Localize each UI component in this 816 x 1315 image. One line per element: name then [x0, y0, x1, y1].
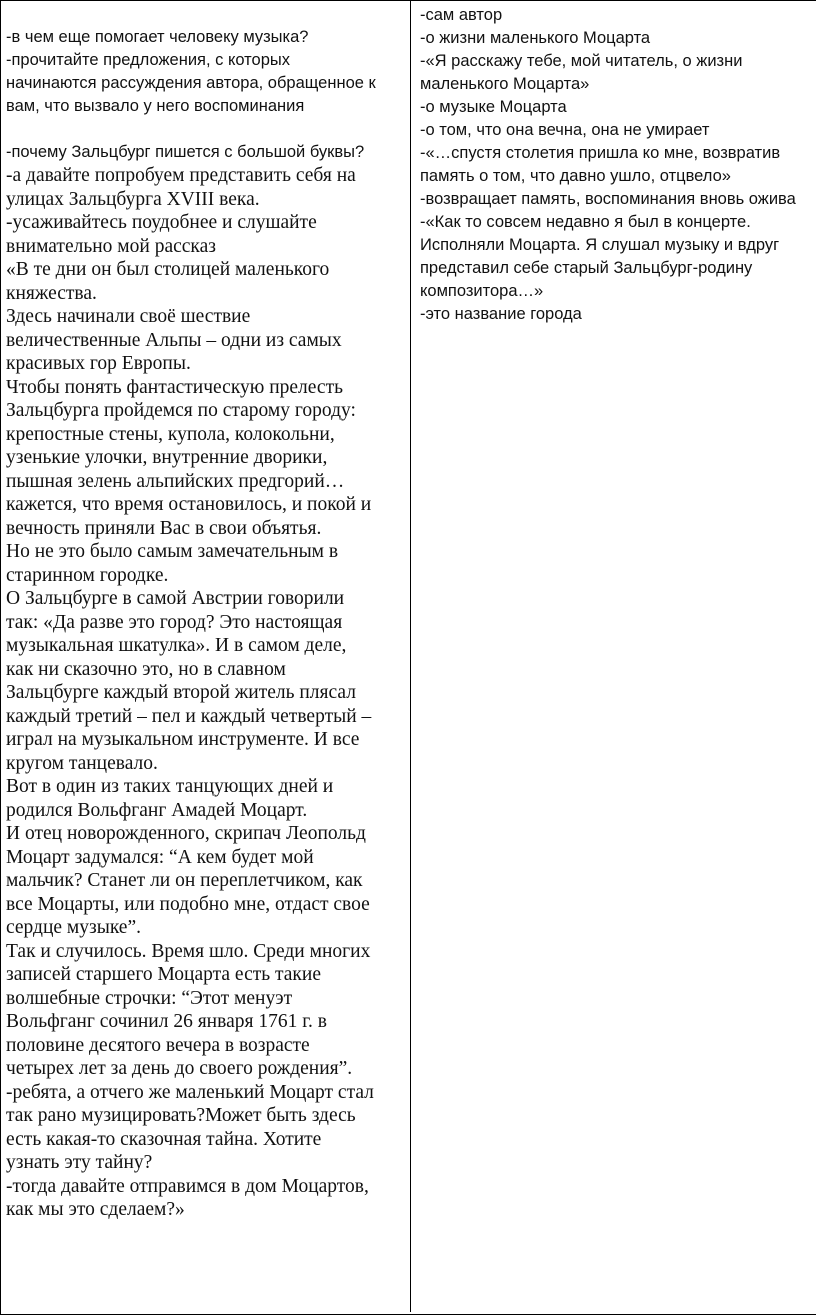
story-line: Чтобы понять фантастическую прелесть — [6, 376, 343, 398]
story-line: кругом танцевало. — [6, 752, 158, 774]
story-line: Так и случилось. Время шло. Среди многих — [6, 940, 371, 962]
story-line: внимательно мой рассказ — [6, 235, 216, 257]
story-line: Но не это было самым замечательным в — [6, 541, 339, 562]
story-line: княжества. — [6, 282, 97, 304]
answer-line: представил себе старый Зальцбург-родину — [420, 259, 753, 277]
story-line: каждый третий – пел и каждый четвертый – — [6, 705, 372, 727]
story-line: красивых гор Европы. — [6, 353, 191, 374]
answer-line: -«Как то совсем недавно я был в концерте. — [420, 213, 751, 231]
story-line: так: «Да разве это город? Это настоящая — [6, 611, 343, 633]
left-column — [6, 26, 408, 1222]
story-block — [6, 164, 408, 1222]
story-line: волшебные строчки: “Этот менуэт — [6, 987, 293, 1009]
question-line: -почему Зальцбург пишется с большой буквы? — [6, 143, 365, 161]
answer-line: Исполняли Моцарта. Я слушал музыку и вдруг — [420, 236, 780, 254]
story-line: записей старшего Моцарта есть такие — [6, 964, 321, 985]
text-line: вам, что вызвало у него воспоминания — [6, 97, 305, 115]
answer-line: маленького Моцарта» — [420, 75, 590, 93]
answer-line: -это название города — [420, 305, 582, 323]
story-line: пышная зелень альпийских предгорий… — [6, 470, 345, 492]
answer-line: -возвращает память, воспоминания вновь ожива — [420, 190, 796, 208]
story-line: старинном городке. — [6, 564, 169, 586]
right-column — [420, 4, 816, 326]
story-line: все Моцарты, или подобно мне, отдаст свое — [6, 893, 370, 915]
answer-line: -о музыке Моцарта — [420, 98, 567, 116]
answer-line: память о том, что давно ушло, отцвело» — [420, 167, 731, 185]
story-line: Моцарт задумался: “А кем будет мой — [6, 846, 314, 868]
story-line: как мы это сделаем?» — [6, 1199, 185, 1220]
answer-line: -«…спустя столетия пришла ко мне, возвратив — [420, 144, 781, 162]
text-line: -в чем еще помогает человеку музыка? — [6, 28, 309, 46]
intro-block — [6, 26, 408, 118]
answer-line: -сам автор — [420, 6, 503, 24]
story-line: «В те дни он был столицей маленького — [6, 259, 330, 280]
story-line: И отец новорожденного, скрипач Леопольд — [6, 823, 366, 844]
text-line: -прочитайте предложения, с которых — [6, 51, 291, 69]
answer-line: композитора…» — [420, 282, 544, 300]
column-divider — [410, 0, 411, 1312]
story-line: -ребята, а отчего же маленький Моцарт стал — [6, 1081, 374, 1103]
story-line: кажется, что время остановилось, и покой и — [6, 494, 372, 515]
story-line: играл на музыкальном инструменте. И все — [6, 729, 360, 750]
story-line: величественные Альпы – одни из самых — [6, 329, 342, 351]
story-line: четырех лет за день до своего рождения”. — [6, 1058, 353, 1079]
story-line: так рано музицировать?Может быть здесь — [6, 1105, 356, 1126]
story-line: улицах Зальцбурга XVIII века. — [6, 188, 260, 210]
story-line: сердце музыке”. — [6, 917, 141, 938]
story-line: О Зальцбурге в самой Австрии говорили — [6, 588, 345, 609]
answer-line: -о том, что она вечна, она не умирает — [420, 121, 710, 139]
story-line: есть какая-то сказочная тайна. Хотите — [6, 1128, 322, 1150]
story-line: как ни сказочно это, но в славном — [6, 658, 286, 680]
story-line: узенькие улочки, внутренние дворики, — [6, 447, 328, 468]
story-line: мальчик? Станет ли он переплетчиком, как — [6, 870, 363, 891]
story-line: половине десятого вечера в возрасте — [6, 1034, 310, 1056]
story-line: -а давайте попробуем представить себя на — [6, 165, 356, 186]
story-line: -усаживайтесь поудобнее и слушайте — [6, 212, 317, 233]
story-line: родился Вольфганг Амадей Моцарт. — [6, 799, 308, 821]
answer-line: -о жизни маленького Моцарта — [420, 29, 651, 47]
text-line: начинаются рассуждения автора, обращенное к — [6, 74, 376, 92]
story-line: Зальцбурге каждый второй житель плясал — [6, 682, 356, 703]
story-line: узнать эту тайну? — [6, 1152, 153, 1173]
blank-line — [6, 118, 408, 141]
story-line: Зальцбурга пройдемся по старому городу: — [6, 400, 356, 421]
story-line: Вольфганг сочинил 26 января 1761 г. в — [6, 1011, 327, 1032]
story-line: Вот в один из таких танцующих дней и — [6, 776, 334, 797]
story-line: музыкальная шкатулка». И в самом деле, — [6, 635, 347, 656]
story-line: -тогда давайте отправимся в дом Моцартов, — [6, 1175, 369, 1197]
story-line: вечность приняли Вас в свои объятья. — [6, 517, 322, 539]
answer-line: -«Я расскажу тебе, мой читатель, о жизни — [420, 52, 743, 70]
story-line: Здесь начинали своё шествие — [6, 306, 251, 327]
story-line: крепостные стены, купола, колокольни, — [6, 423, 335, 445]
